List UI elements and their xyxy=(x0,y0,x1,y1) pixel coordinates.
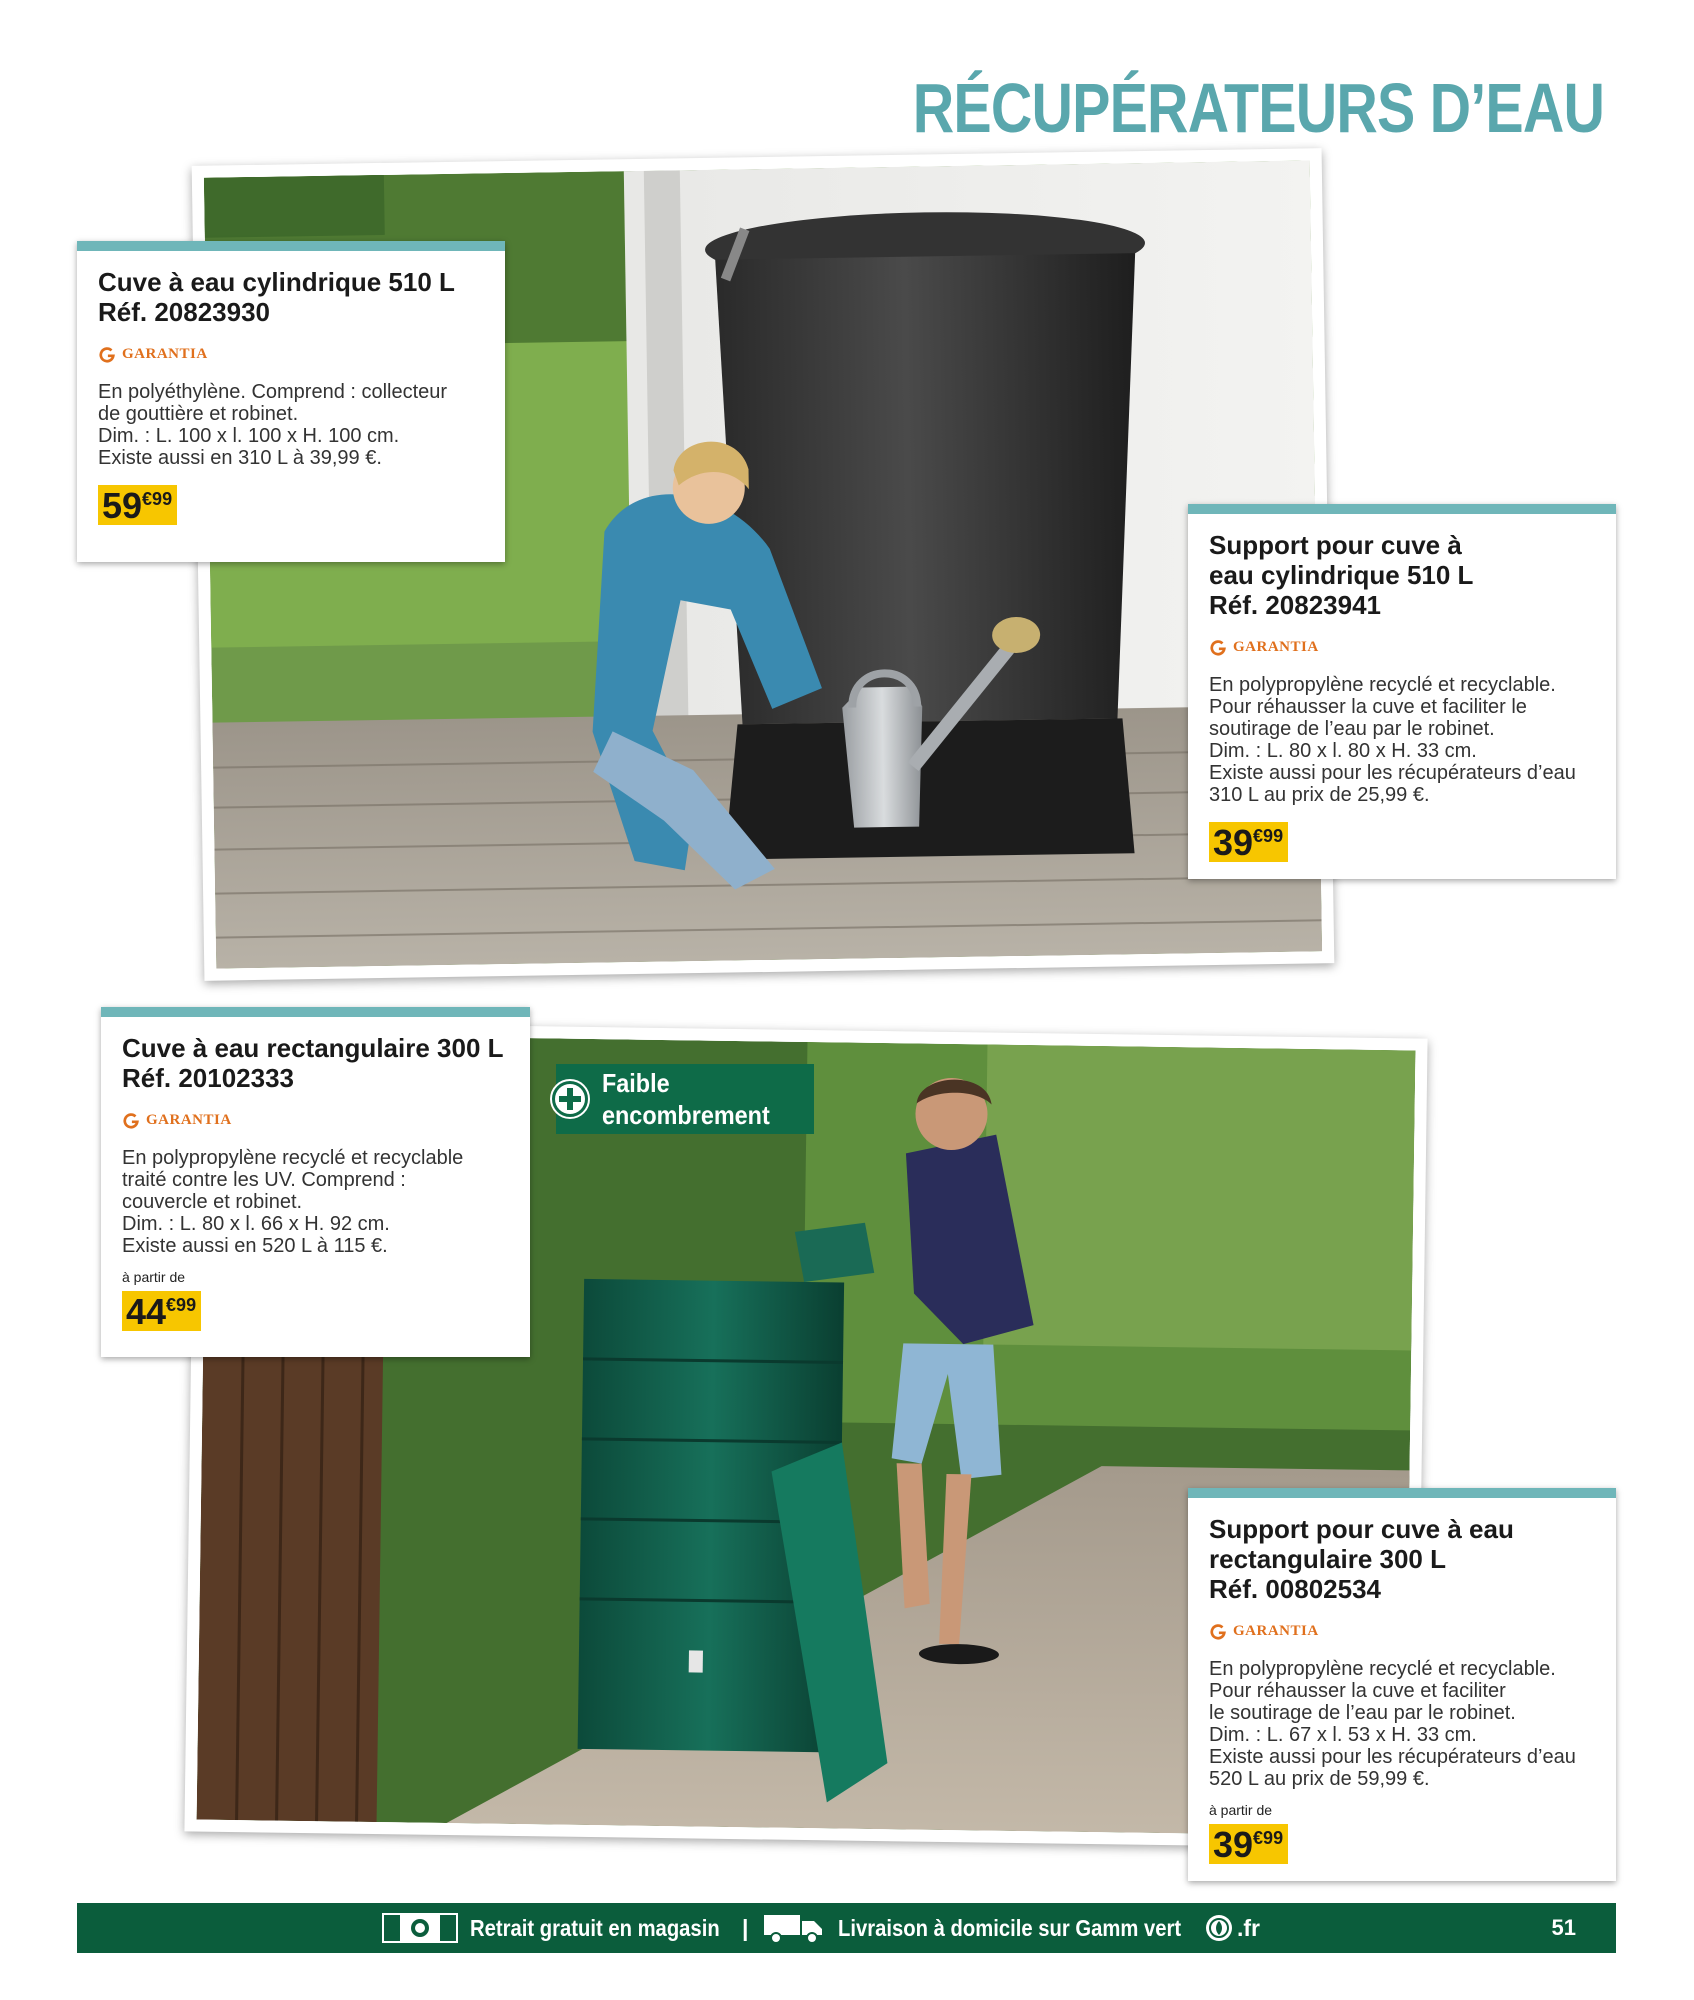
garantia-logo-icon xyxy=(98,345,116,363)
page-title: RÉCUPÉRATEURS D’EAU xyxy=(912,69,1604,147)
product-card-rectangular-tank xyxy=(101,1007,530,1357)
price-tag xyxy=(122,1291,201,1331)
description-line: de gouttière et robinet. xyxy=(98,403,299,425)
description-line: Dim. : L. 80 x l. 80 x H. 33 cm. xyxy=(1209,740,1477,762)
description-line: Dim. : L. 67 x l. 53 x H. 33 cm. xyxy=(1209,1724,1477,1746)
warranty-text: GARANTIA xyxy=(1233,638,1319,655)
product-card-cylindrical-tank xyxy=(77,241,505,562)
description-line: couvercle et robinet. xyxy=(122,1191,303,1213)
warranty-text: GARANTIA xyxy=(146,1111,232,1128)
warranty-label xyxy=(98,343,485,365)
product-description xyxy=(1209,1658,1596,1790)
description-line: traité contre les UV. Comprend : xyxy=(122,1169,406,1191)
garantia-logo-icon xyxy=(1209,638,1227,656)
product-ref: Réf. 20102333 xyxy=(122,1063,295,1093)
warranty-text: GARANTIA xyxy=(1233,1622,1319,1639)
price-integer: 39 xyxy=(1213,822,1254,863)
product-card-rectangular-support xyxy=(1188,1488,1616,1881)
warranty-label xyxy=(1209,636,1596,658)
price-tag xyxy=(98,485,177,525)
garantia-logo-icon xyxy=(122,1111,140,1129)
store-pickup xyxy=(382,1903,754,1953)
price-tag xyxy=(1209,1824,1288,1864)
gammvert-logo-icon xyxy=(1205,1914,1233,1942)
description-line: soutirage de l’eau par le robinet. xyxy=(1209,718,1495,740)
warranty-text: GARANTIA xyxy=(122,345,208,362)
price-cents: €99 xyxy=(1253,826,1284,846)
description-line: Dim. : L. 80 x l. 66 x H. 92 cm. xyxy=(122,1213,390,1235)
product-description xyxy=(1209,674,1596,806)
product-name: Support pour cuve à eau rectangulaire 300 L xyxy=(1209,1514,1514,1574)
price-cents: €99 xyxy=(142,489,173,509)
product-name: Support pour cuve à eau cylindrique 510 L xyxy=(1209,530,1474,590)
price-from-label: à partir de xyxy=(122,1269,186,1285)
description-line: Pour réhausser la cuve et faciliter le xyxy=(1209,696,1527,718)
plus-circle-icon xyxy=(550,1079,590,1119)
description-line: En polypropylène recyclé et recyclable. xyxy=(1209,674,1556,696)
product-description xyxy=(122,1147,510,1257)
product-name: Cuve à eau rectangulaire 300 L xyxy=(122,1033,504,1063)
description-line: Existe aussi en 310 L à 39,99 €. xyxy=(98,447,382,469)
price-tag xyxy=(1209,822,1288,862)
description-line: En polypropylène recyclé et recyclable. xyxy=(1209,1658,1556,1680)
description-line: 520 L au prix de 59,99 €. xyxy=(1209,1768,1430,1790)
home-delivery xyxy=(762,1903,1228,1953)
description-line: Dim. : L. 100 x l. 100 x H. 100 cm. xyxy=(98,425,400,447)
price-integer: 59 xyxy=(102,485,143,526)
product-ref: Réf. 20823941 xyxy=(1209,590,1382,620)
price-integer: 44 xyxy=(126,1291,167,1332)
garantia-logo-icon xyxy=(1209,1622,1227,1640)
delivery-text: Livraison à domicile sur Gamm vert xyxy=(838,1914,1182,1941)
page-number: 51 xyxy=(1551,1915,1576,1940)
price-from-label: à partir de xyxy=(1209,1802,1273,1818)
badge-line-2: encombrement xyxy=(602,1100,770,1130)
footer-separator: | xyxy=(742,1914,749,1941)
domain-suffix: .fr xyxy=(1237,1914,1260,1941)
pickup-text: Retrait gratuit en magasin xyxy=(470,1914,720,1941)
description-line: En polypropylène recyclé et recyclable xyxy=(122,1147,464,1169)
warranty-label xyxy=(1209,1620,1596,1642)
product-card-cylindrical-support xyxy=(1188,504,1616,879)
price-integer: 39 xyxy=(1213,1824,1254,1865)
description-line: Existe aussi pour les récupérateurs d’eau xyxy=(1209,1746,1576,1768)
product-name: Cuve à eau cylindrique 510 L xyxy=(98,267,455,297)
badge-line-1: Faible xyxy=(602,1068,670,1098)
description-line: Pour réhausser la cuve et faciliter xyxy=(1209,1680,1506,1702)
description-line: Existe aussi pour les récupérateurs d’eau xyxy=(1209,762,1576,784)
low-footprint-badge xyxy=(556,1064,814,1134)
description-line: En polyéthylène. Comprend : collecteur xyxy=(98,381,448,403)
price-cents: €99 xyxy=(1253,1828,1284,1848)
delivery-truck-icon xyxy=(762,1911,826,1945)
product-ref: Réf. 00802534 xyxy=(1209,1574,1382,1604)
product-ref: Réf. 20823930 xyxy=(98,297,271,327)
description-line: le soutirage de l’eau par le robinet. xyxy=(1209,1702,1516,1724)
footer-banner xyxy=(77,1903,1616,1953)
description-line: Existe aussi en 520 L à 115 €. xyxy=(122,1235,388,1257)
product-description xyxy=(98,381,485,469)
gammvert-site xyxy=(1205,1903,1260,1953)
price-cents: €99 xyxy=(166,1295,197,1315)
description-line: 310 L au prix de 25,99 €. xyxy=(1209,784,1430,806)
store-icon xyxy=(382,1913,458,1943)
warranty-label xyxy=(122,1109,510,1131)
